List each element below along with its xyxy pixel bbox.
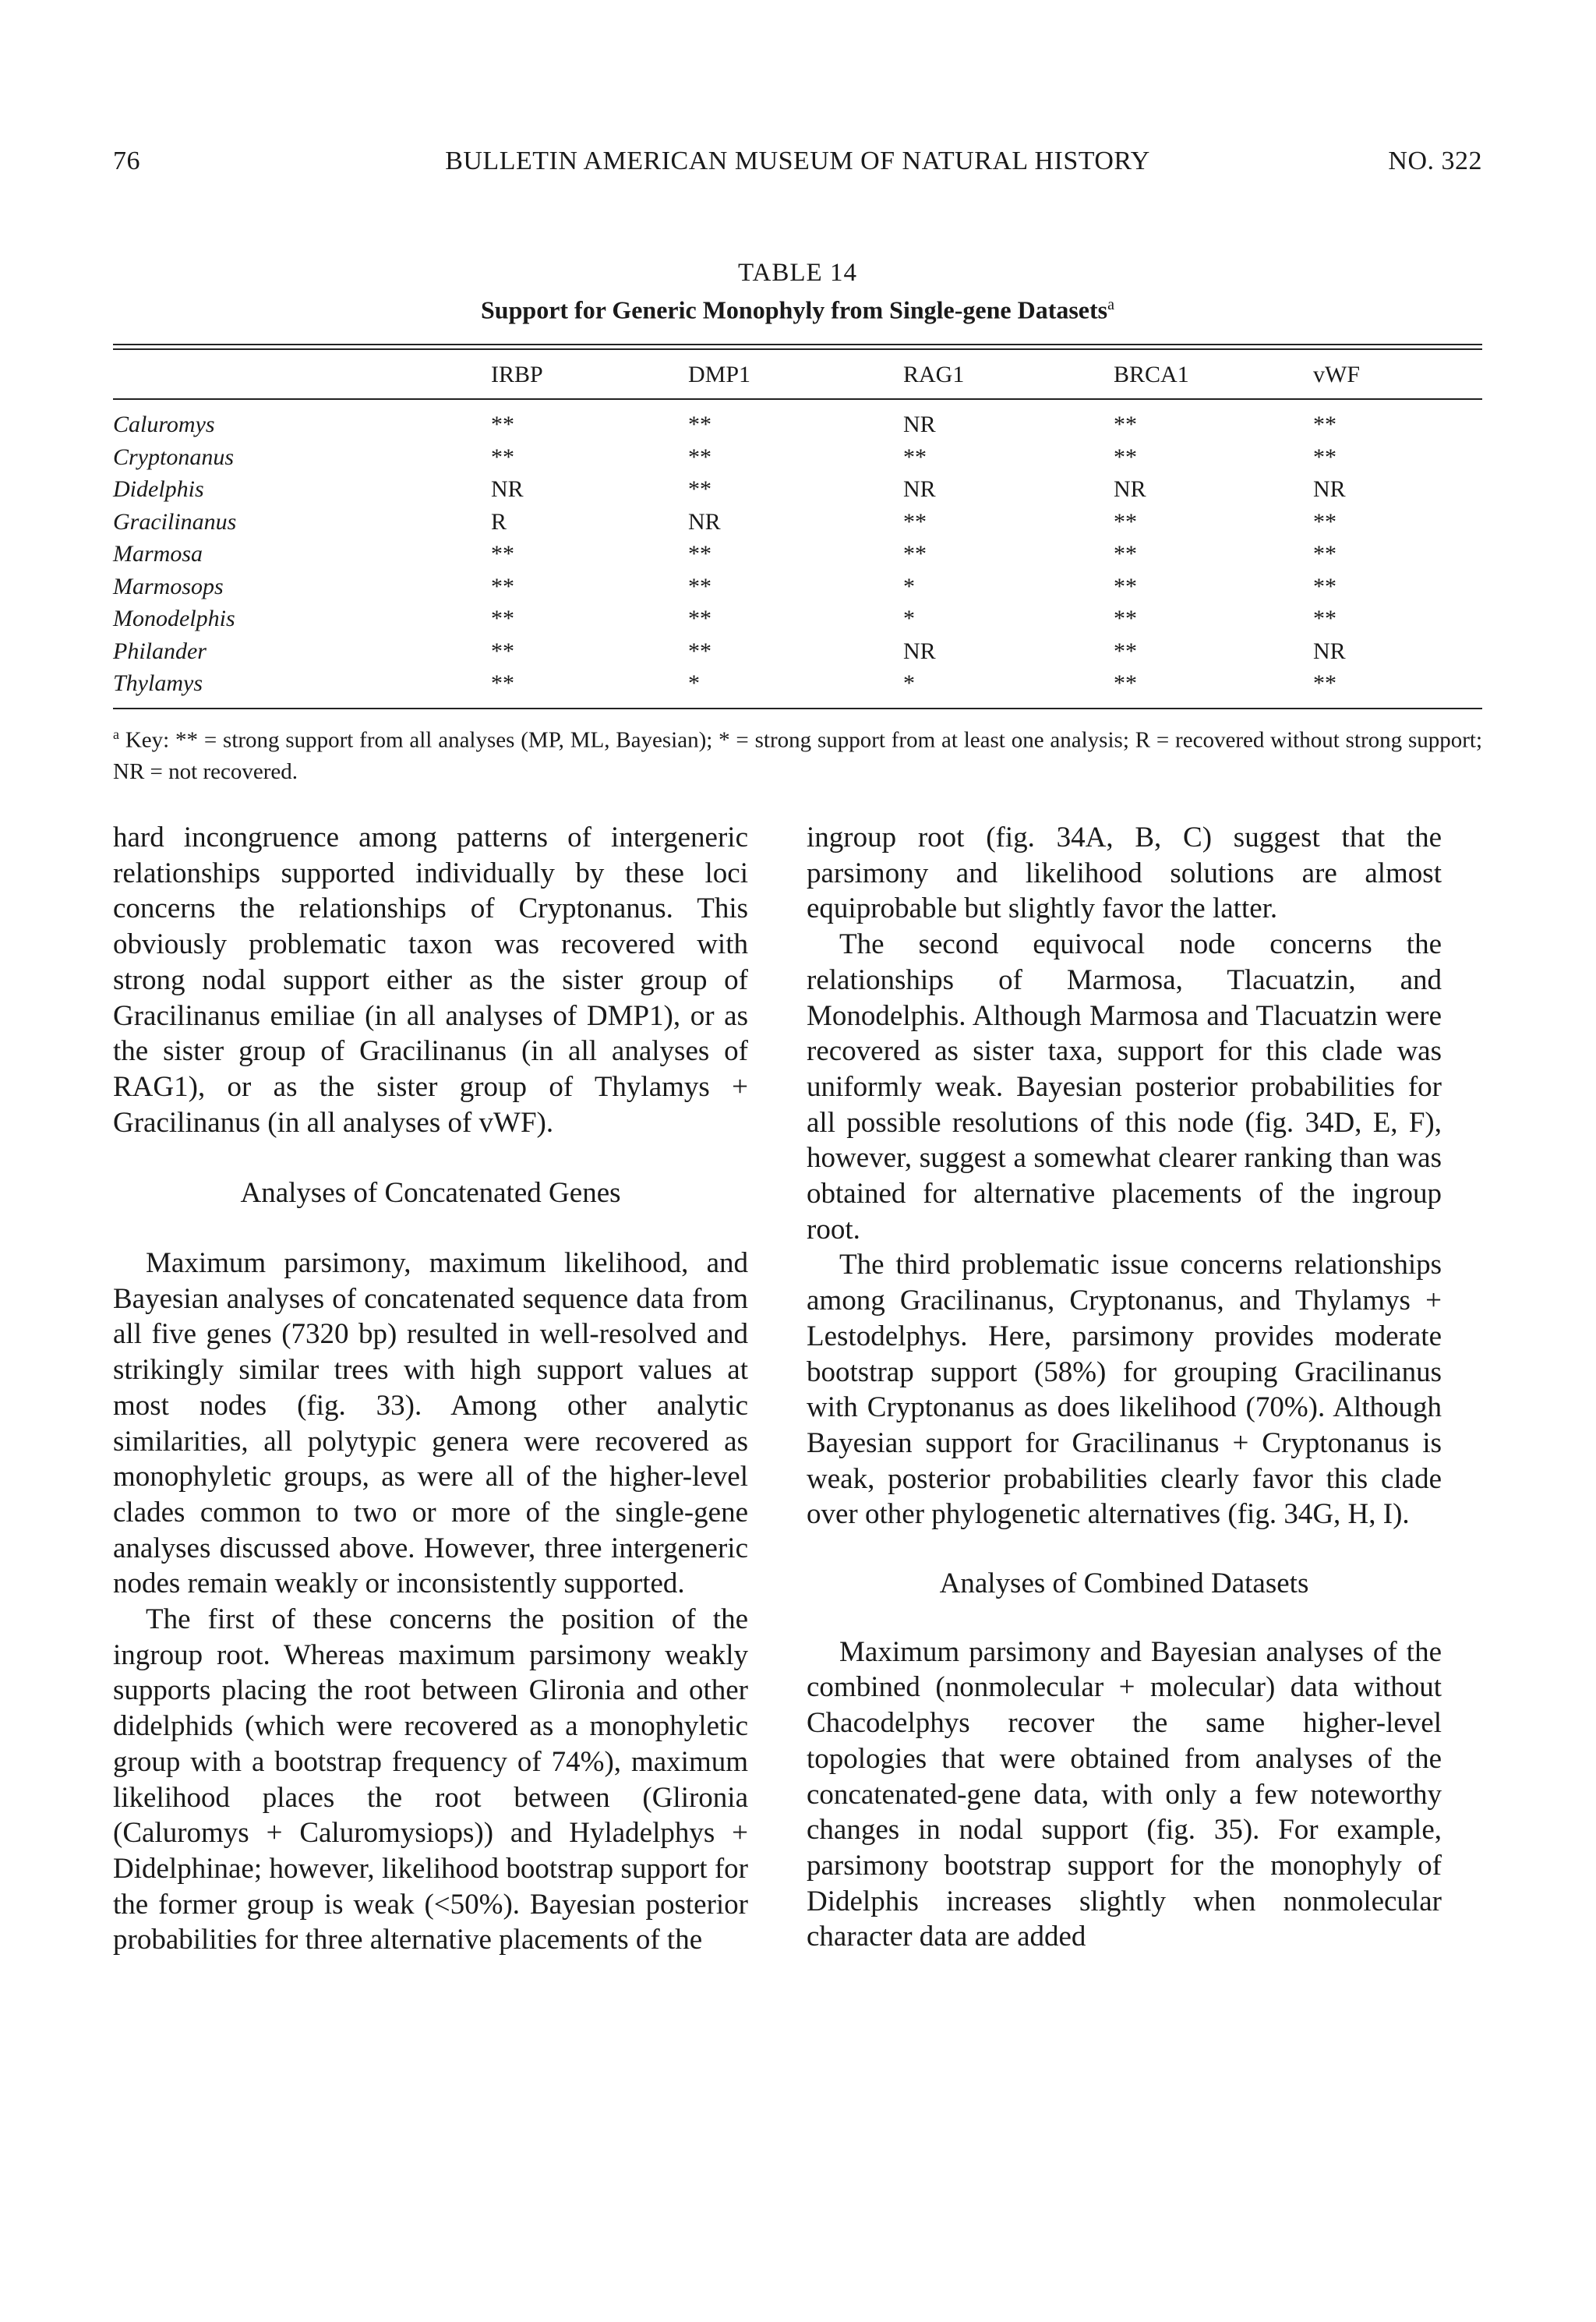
table-cell: **: [491, 670, 514, 697]
table-cell: NR: [1114, 476, 1146, 503]
table-cell: *: [688, 670, 700, 697]
table-row: [113, 603, 1482, 636]
table-row: [113, 474, 1482, 507]
column-header: RAG1: [903, 361, 965, 387]
footnote-text: Key: ** = strong support from all analyses (MP, ML, Bayesian); * = strong support from at least one analysis; R = recovered without strong support; NR = not recovered.: [113, 727, 1482, 784]
left-column: [113, 820, 748, 1958]
table-cell: **: [1313, 606, 1336, 632]
table-cell: **: [688, 444, 711, 470]
table-cell: **: [1114, 606, 1137, 632]
genus-cell: Caluromys: [113, 412, 215, 438]
table-footnote: [113, 719, 1482, 787]
table-row: [113, 635, 1482, 668]
table-cell: **: [1313, 444, 1336, 470]
table-title-note-marker: a: [1107, 296, 1114, 313]
paragraph: Maximum parsimony and Bayesian analyses of the combined (nonmolecular + molecular) data without Chacodelphys recover the same higher-level topologies that were obtained from analyses of the concatenated-gene data, with only a few noteworthy changes in nodal support (fig. 35). For example, parsimony bootstrap support for the monophyly of Didelphis increases slightly when nonmolecular character data are added: [807, 1635, 1442, 1953]
table-cell: **: [491, 444, 514, 470]
column-header: IRBP: [491, 361, 543, 387]
table-cell: **: [1114, 670, 1137, 697]
genus-cell: Marmosops: [113, 573, 224, 599]
table-cell: **: [1114, 508, 1137, 535]
table-cell: **: [491, 638, 514, 664]
table-row: [113, 441, 1482, 474]
paragraph: The third problematic issue concerns relationships among Gracilinanus, Cryptonanus, and Thylamys + Lestodelphys. Here, parsimony provides moderate bootstrap support (58%) for grouping Gracilinanus with Cryptonanus as does likelihood (70%). Although Bayesian support for Gracilinanus + Cryptonanus is weak, posterior probabilities clearly favor this clade over other phylogenetic alternatives (fig. 34G, H, I).: [807, 1249, 1442, 1531]
support-table-body: [113, 400, 1482, 709]
table-cell: **: [1313, 508, 1336, 535]
column-header: [113, 350, 491, 398]
table-cell: **: [1114, 412, 1137, 438]
table-cell: **: [491, 573, 514, 599]
table-row: [113, 571, 1482, 603]
genus-cell: Marmosa: [113, 541, 203, 567]
table-row: [113, 539, 1482, 571]
table-cell: **: [491, 412, 514, 438]
table-cell: NR: [903, 476, 936, 503]
table-cell: **: [1114, 638, 1137, 664]
table-cell: **: [1313, 412, 1336, 438]
table-14: [113, 257, 1482, 787]
section-heading: Analyses of Combined Datasets: [939, 1567, 1309, 1600]
paragraph: The second equivocal node concerns the relationships of Marmosa, Tlacuatzin, and Monodelphis. Although Marmosa and Tlacuatzin were recovered as sister taxa, support for this clade was uniformly weak. Bayesian posterior probabilities for all possible resolutions of this node (fig. 34D, E, F), however, suggest a somewhat clearer ranking than was obtained for alternative placements of the ingroup root.: [807, 928, 1442, 1246]
table-cell: **: [903, 508, 927, 535]
genus-cell: Monodelphis: [113, 606, 235, 632]
table-cell: **: [688, 412, 711, 438]
paragraph: Maximum parsimony, maximum likelihood, and Bayesian analyses of concatenated sequence data from all five genes (7320 bp) resulted in well-resolved and strikingly similar trees with high support values at most nodes (fig. 33). Among other analytic similarities, all polytypic genera were recovered as monophyletic groups, as were all of the higher-level clades common to two or more of the single-gene analyses discussed above. However, three intergeneric nodes remain weakly or inconsistently supported.: [113, 1247, 748, 1600]
genus-cell: Philander: [113, 638, 207, 664]
column-header: BRCA1: [1114, 361, 1189, 387]
paragraph: The first of these concerns the position of the ingroup root. Whereas maximum parsimony weakly supports placing the root between Glironia and other didelphids (which were recovered as a monophyletic group with a bootstrap frequency of 74%), maximum likelihood places the root between (Glironia (Caluromys + Caluromysiops)) and Hyladelphys + Didelphinae; however, likelihood bootstrap support for the former group is weak (<50%). Bayesian posterior probabilities for three alternative placements of the: [113, 1603, 748, 1956]
table-cell: **: [688, 573, 711, 599]
table-cell: **: [688, 541, 711, 567]
table-cell: NR: [1313, 476, 1346, 503]
table-cell: NR: [903, 638, 936, 664]
table-cell: *: [903, 573, 915, 599]
genus-cell: Didelphis: [113, 476, 204, 503]
table-top-rule: [113, 344, 1482, 350]
table-cell: R: [491, 508, 507, 535]
table-cell: **: [903, 541, 927, 567]
genus-cell: Cryptonanus: [113, 444, 235, 470]
table-cell: **: [688, 638, 711, 664]
table-cell: **: [1313, 541, 1336, 567]
table-title: [113, 290, 1482, 325]
table-cell: **: [903, 444, 927, 470]
column-header: DMP1: [688, 361, 751, 387]
table-row: [113, 506, 1482, 539]
genus-cell: Thylamys: [113, 670, 203, 697]
table-bottom-rule: [113, 708, 1482, 709]
paragraph: ingroup root (fig. 34A, B, C) suggest that the parsimony and likelihood solutions are almost equiprobable but slightly favor the latter.: [807, 822, 1442, 925]
table-cell: **: [1313, 573, 1336, 599]
table-cell: **: [1313, 670, 1336, 697]
table-cell: NR: [688, 508, 721, 535]
table-cell: **: [491, 541, 514, 567]
support-table: [113, 350, 1482, 398]
page-number: 76: [113, 147, 140, 175]
table-header-row: [113, 350, 1482, 398]
table-cell: NR: [1313, 638, 1346, 664]
table-cell: **: [1114, 444, 1137, 470]
right-column: [807, 820, 1442, 1955]
paragraph: hard incongruence among patterns of intergeneric relationships supported individually by these loci concerns the relationships of Cryptonanus. This obviously problematic taxon was recovered with strong nodal support either as the sister group of Gracilinanus emiliae (in all analyses of DMP1), or as the sister group of Gracilinanus (in all analyses of RAG1), or as the sister group of Thylamys + Gracilinanus (in all analyses of vWF).: [113, 822, 748, 1139]
column-header: vWF: [1313, 361, 1360, 387]
table-cell: **: [688, 606, 711, 632]
table-cell: *: [903, 670, 915, 697]
issue-number: NO. 322: [1388, 147, 1482, 175]
table-cell: *: [903, 606, 915, 632]
table-number: TABLE 14: [738, 259, 857, 287]
journal-title: BULLETIN AMERICAN MUSEUM OF NATURAL HISTORY: [445, 147, 1150, 175]
table-cell: **: [491, 606, 514, 632]
table-cell: **: [688, 476, 711, 503]
table-cell: NR: [903, 412, 936, 438]
footnote-marker: a: [113, 726, 119, 743]
table-row: [113, 409, 1482, 442]
table-row: [113, 668, 1482, 701]
table-cell: **: [1114, 573, 1137, 599]
genus-cell: Gracilinanus: [113, 508, 237, 535]
table-title-text: Support for Generic Monophyly from Single-gene Datasets: [481, 295, 1108, 324]
table-cell: NR: [491, 476, 524, 503]
table-cell: **: [1114, 541, 1137, 567]
section-heading: Analyses of Concatenated Genes: [240, 1177, 621, 1210]
